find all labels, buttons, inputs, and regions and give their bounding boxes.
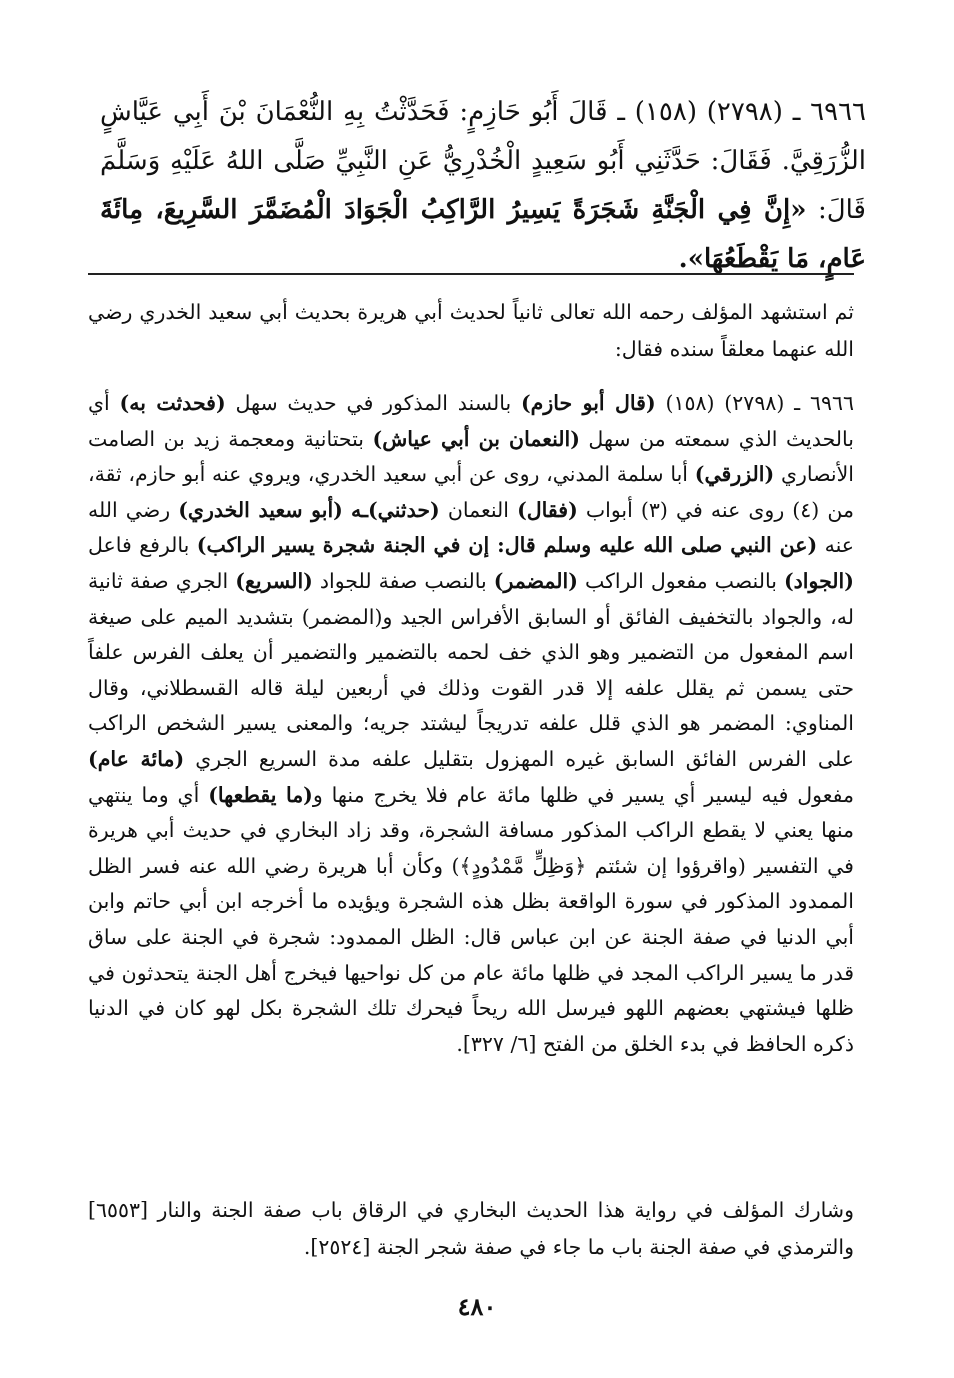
page-number: ٤٨٠	[457, 1292, 497, 1321]
commentary-quote: (مائة عام)	[88, 746, 185, 771]
commentary-quote: (فحدثت به)	[119, 391, 226, 415]
commentary-text: الجري صفة ثانية له، والجواد بالتخفيف الفائق أو السابق الأفراس الجيد و(المضمر) بتشديد الميم على صيغة اسم المفعول من التضمير وهو الذي خف لحمه بالتضمير والتضمير أن يعلف الفرس علفاً حتى يسمن ثم يقلل علفه إلا قدر القوت وذلك في أربعين ليلة قاله القسطلاني، وقال المناوي: المضمر هو الذي قلل علفه تدريجاً ليشتد جريه؛ والمعنى يسير الشخص الراكب على الفرس الفائق السابق غيره المهزول بتقليل علفه مدة السريع الجري	[88, 568, 854, 771]
commentary-text: بالسند المذكور في حديث سهل	[235, 391, 512, 415]
commentary-text: ) وكأن أبا هريرة رضي الله عنه فسر الظل الممدود المذكور في سورة الواقعة بظل هذه الشجرة ويؤيده ما أخرجه ابن أبي حاتم وابن أبي الدنيا في صفة الجنة عن ابن عباس قال: الظل الممدود: شجرة في الجنة على ساق قدر ما يسير الراكب المجد في ظلها مائة عام من كل نواحيها فيخرج أهل الجنة يتحدثون في ظلها فيشتهي بعضهم اللهو فيرسل الله ريحاً فيحرك تلك الشجرة بكل لهو كان في الدنيا ذكره الحافظ في بدء الخلق من الفتح [٦/ ٣٢٧].	[88, 853, 854, 1056]
commentary-quote: (عن النبي صلى الله عليه وسلم قال: إن في الجنة شجرة يسير الراكب)	[196, 533, 818, 558]
quran-verse: ﴿وَظِلٍّ مَّمْدُودٍ﴾	[459, 853, 587, 878]
intro-paragraph: ثم استشهد المؤلف رحمه الله تعالى ثانياً لحديث أبي هريرة بحديث أبي سعيد الخدري رضي الله عنهما معلقاً سنده فقال:	[88, 300, 854, 361]
hadith-matn: «إِنَّ فِي الْجَنَّةِ شَجَرَةً يَسِيرُ الرَّاكِبُ الْجَوَادَ الْمُضَمَّرَ السَّرِيعَ، مِائَةَ عَامٍ، مَا يَقْطَعُهَا».	[100, 195, 866, 274]
commentary-quote: (فقال)	[517, 497, 578, 522]
commentary-text: أي وما ينتهي منها يعني لا يقطع الراكب المذكور مسافة الشجرة، وقد زاد البخاري في حديث أبي هريرة في التفسير (واقرؤوا إن شئتم	[88, 782, 854, 878]
commentary-quote: (الزرقي)	[694, 462, 775, 487]
commentary-number: ٦٩٦٦ ـ (٢٧٩٨) (١٥٨)	[665, 391, 854, 415]
hadith-chain: ٦٩٦٦ ـ (٢٧٩٨) (١٥٨) ـ قَالَ أَبُو حَازِمٍ: فَحَدَّثْتُ بِهِ النُّعْمَانَ بْنَ أَبِي عَيَّاشٍ الزُّرَقِيَّ. فَقَالَ: حَدَّثَنِي أَبُو سَعِيدٍ الْخُدْرِيُّ عَنِ النَّبِيِّ صَلَّى اللهُ عَلَيْهِ وَسَلَّمَ قَالَ:	[100, 97, 866, 225]
hadith-text	[100, 88, 866, 284]
commentary-quote: (قال أبو حازم)	[520, 391, 656, 415]
commentary-text: أي بالحديث الذي سمعته من سهل	[88, 391, 854, 451]
commentary-quote: (السريع)	[235, 568, 313, 593]
commentary-text: بتحتانية ومعجمة زيد بن الصامت الأنصاري	[88, 426, 854, 487]
commentary-text: رضي الله عنه	[88, 497, 854, 558]
commentary-text: بالنصب صفة للجواد	[319, 568, 487, 593]
commentary-text: أبا سلمة المدني، روى عن أبي سعيد الخدري، ويروي عنه أبو حازم، ثقة، من (٤) روى عنه في (٣) أبواب	[88, 462, 854, 522]
commentary-quote: (أبو سعيد الخدري)	[178, 497, 343, 522]
footnote-divider	[88, 273, 854, 275]
hadith-paragraph	[100, 88, 866, 284]
commentary-quote: (الجواد)	[783, 568, 854, 593]
commentary-quote: (النعمان بن أبي عياش)	[372, 426, 580, 451]
commentary-text: النعمان	[447, 497, 509, 522]
commentary-quote: (حدثني)ـه	[350, 497, 440, 522]
commentary-paragraph	[88, 386, 854, 1062]
commentary-text: بالنصب مفعول الراكب	[584, 568, 777, 593]
closing-paragraph: وشارك المؤلف في رواية هذا الحديث البخاري في الرقاق باب صفة الجنة والنار [٦٥٥٣] والترمذي في صفة الجنة باب ما جاء في صفة شجر الجنة [٢٥٢٤].	[88, 1198, 854, 1259]
commentary-text: بالرفع فاعل	[88, 533, 190, 558]
commentary-text: مفعول فيه ليسير أي يسير في ظلها مائة عام فلا يخرج منها و	[312, 782, 854, 807]
commentary-quote: (المضمر)	[493, 568, 578, 593]
commentary-quote: (ما يقطعها)	[208, 782, 313, 807]
